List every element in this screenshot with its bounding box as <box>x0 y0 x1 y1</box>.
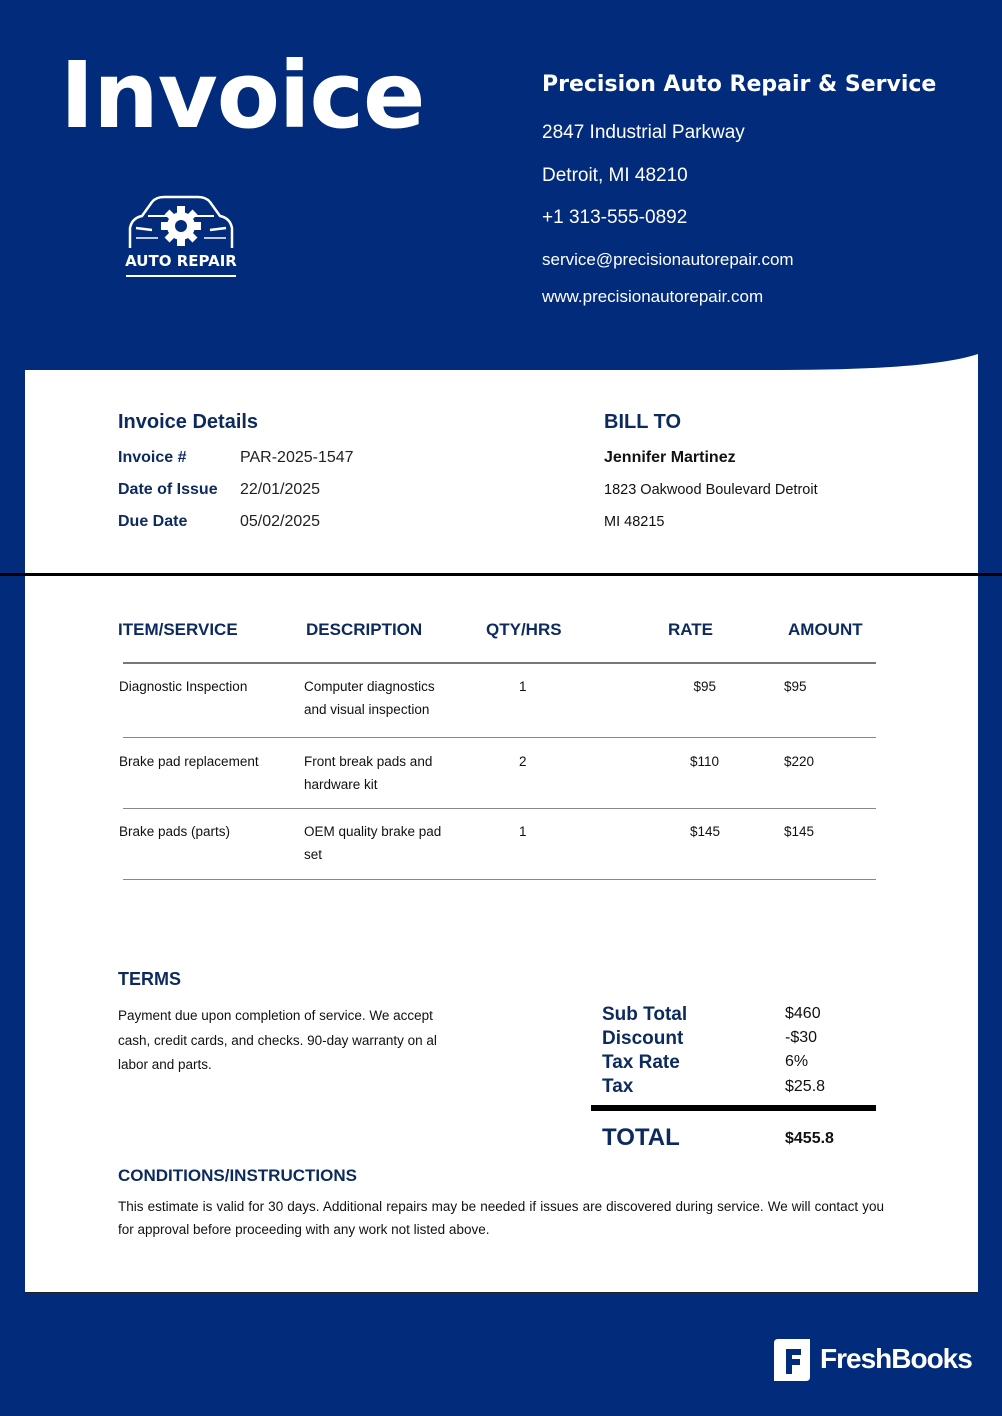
company-website: www.precisionautorepair.com <box>542 287 764 306</box>
tax-label: Tax <box>602 1076 634 1097</box>
client-name: Jennifer Martinez <box>604 449 736 466</box>
freshbooks-logo-icon <box>770 1337 814 1383</box>
due-date: 05/02/2025 <box>240 513 321 530</box>
table-row-item: Brake pads (parts) <box>119 824 231 839</box>
logo-text: AUTO REPAIR <box>125 252 237 270</box>
freshbooks-brand: FreshBooks <box>820 1343 972 1374</box>
table-row-rate: $95 <box>693 679 716 694</box>
table-row-amount: $95 <box>784 679 807 694</box>
table-row-amount: $220 <box>784 754 815 769</box>
col-header-item: ITEM/SERVICE <box>118 620 238 639</box>
invoice-number-label: Invoice # <box>118 449 187 466</box>
table-row-qty: 1 <box>519 824 527 839</box>
bill-to-heading: BILL TO <box>604 411 682 433</box>
due-date-label: Due Date <box>118 513 188 530</box>
issue-date-label: Date of Issue <box>118 481 218 498</box>
table-row-rate: $145 <box>689 824 720 839</box>
terms-heading: TERMS <box>118 969 181 989</box>
tax-rate-label: Tax Rate <box>602 1052 680 1073</box>
table-row-description: OEM quality brake pad set <box>304 824 442 862</box>
company-email: service@precisionautorepair.com <box>542 250 794 269</box>
discount-label: Discount <box>602 1028 684 1049</box>
invoice-title: Invoice <box>60 42 425 149</box>
table-row-description: Front break pads and hardware kit <box>304 754 433 792</box>
table-row-item: Diagnostic Inspection <box>119 679 248 694</box>
col-header-description: DESCRIPTION <box>306 620 423 639</box>
table-row-rule <box>123 808 876 809</box>
company-phone: +1 313-555-0892 <box>542 207 688 228</box>
table-header-rule <box>123 662 876 664</box>
terms-text: Payment due upon completion of service. We accept cash, credit cards, and checks. 90-day warranty on al labor and parts. <box>118 1008 437 1072</box>
invoice-details-heading: Invoice Details <box>118 411 259 433</box>
issue-date: 22/01/2025 <box>240 481 321 498</box>
col-header-qty: QTY/HRS <box>486 620 562 639</box>
tax-rate-value: 6% <box>785 1053 809 1070</box>
table-row-rule <box>123 737 876 738</box>
company-address-line1: 2847 Industrial Parkway <box>542 122 745 143</box>
table-row-item: Brake pad replacement <box>119 754 259 769</box>
tax-value: $25.8 <box>785 1078 826 1095</box>
client-address-line2: MI 48215 <box>604 514 665 530</box>
table-row-qty: 1 <box>519 679 527 694</box>
col-header-rate: RATE <box>668 620 714 639</box>
discount-value: -$30 <box>785 1029 818 1046</box>
subtotal-label: Sub Total <box>602 1004 688 1025</box>
table-bottom-rule <box>123 879 876 880</box>
total-rule <box>591 1105 876 1111</box>
company-address-line2: Detroit, MI 48210 <box>542 165 688 186</box>
table-row-rate: $110 <box>689 754 719 769</box>
conditions-text: This estimate is valid for 30 days. Additional repairs may be needed if issues are discovered during service. We will contact you for approval before proceeding with any work not listed above. <box>118 1199 884 1237</box>
table-row-amount: $145 <box>784 824 815 839</box>
auto-repair-logo <box>122 192 240 282</box>
table-row-qty: 2 <box>519 754 527 769</box>
conditions-heading: CONDITIONS/INSTRUCTIONS <box>118 1166 357 1185</box>
invoice-number: PAR-2025-1547 <box>240 449 354 466</box>
total-value: $455.8 <box>785 1130 834 1147</box>
company-name: Precision Auto Repair & Service <box>542 72 937 97</box>
section-divider <box>0 573 1002 576</box>
table-row-description: Computer diagnostics and visual inspection <box>304 679 435 717</box>
total-label: TOTAL <box>602 1124 680 1151</box>
subtotal-value: $460 <box>785 1005 821 1022</box>
col-header-amount: AMOUNT <box>788 620 863 639</box>
client-address-line1: 1823 Oakwood Boulevard Detroit <box>604 482 818 498</box>
